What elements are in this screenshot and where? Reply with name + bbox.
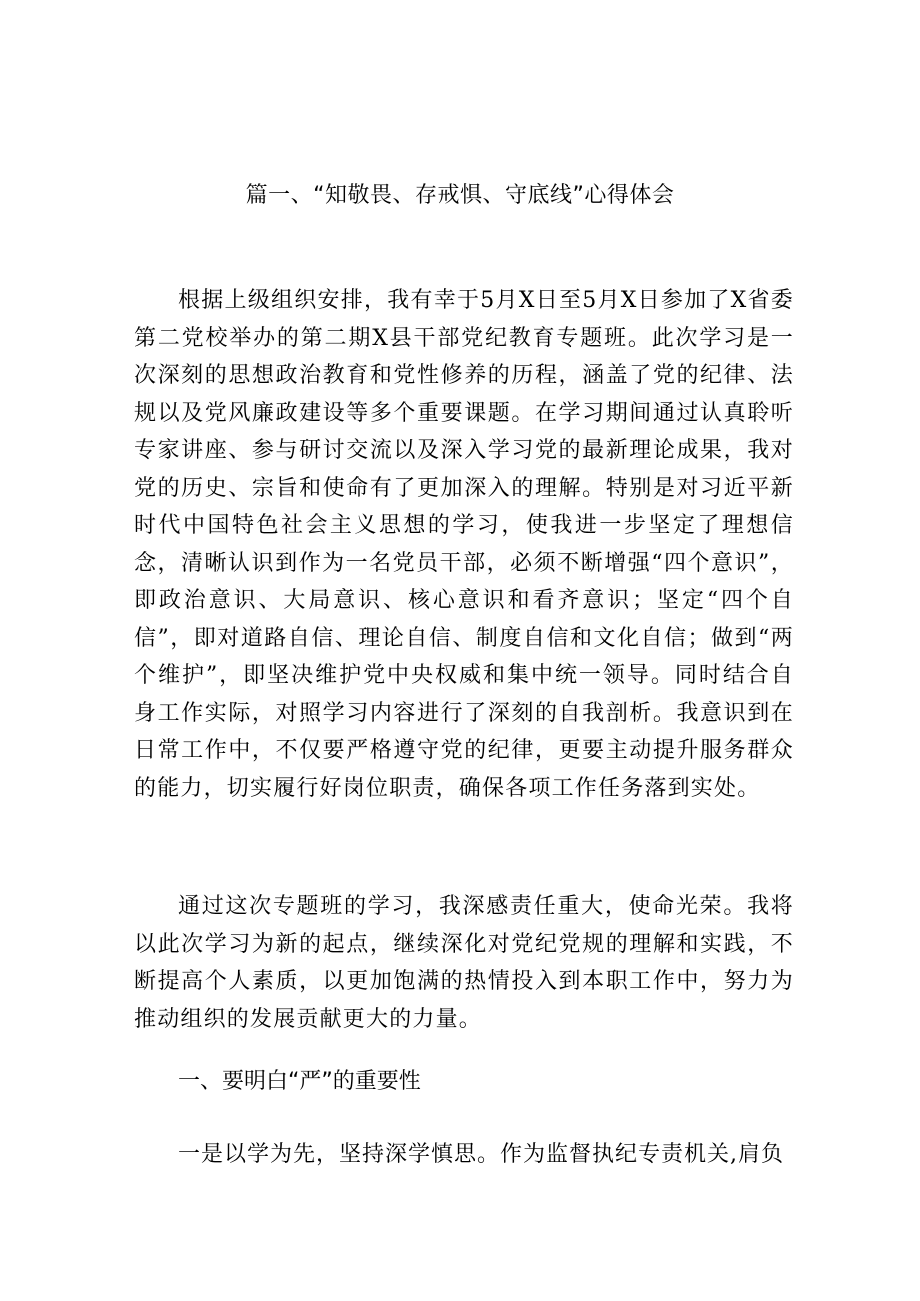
section-heading: 一、要明白“严”的重要性	[178, 1069, 421, 1094]
body-paragraph-2: 通过这次专题班的学习，我深感责任重大，使命光荣。我将以此次学习为新的起点，继续深化对党纪党规的理解和实践，不断提高个人素质，以更加饱满的热情投入到本职工作中，努力为推动组织的发展贡献更大的力量。	[134, 894, 794, 1032]
document-title: 篇一、“知敬畏、存戒惧、守底线”心得体会	[245, 183, 675, 208]
body-paragraph-1: 根据上级组织安排，我有幸于5月X日至5月X日参加了X省委第二党校举办的第二期X县干部党纪教育专题班。此次学习是一次深刻的思想政治教育和党性修养的历程，涵盖了党的纪律、法规以及党风廉政建设等多个重要课题。在学习期间通过认真聆听专家讲座、参与研讨交流以及深入学习党的最新理论成果，我对党的历史、宗旨和使命有了更加深入的理解。特别是对习近平新时代中国特色社会主义思想的学习，使我进一步坚定了理想信念，清晰认识到作为一名党员干部，必须不断增强“四个意识”，即政治意识、大局意识、核心意识和看齐意识；坚定“四个自信”，即对道路自信、理论自信、制度自信和文化自信；做到“两个维护”，即坚决维护党中央权威和集中统一领导。同时结合自身工作实际，对照学习内容进行了深刻的自我剖析。我意识到在日常工作中，不仅要严格遵守党的纪律，更要主动提升服务群众的能力，切实履行好岗位职责，确保各项工作任务落到实处。	[134, 288, 794, 801]
body-paragraph-3: 一是以学为先，坚持深学慎思。作为监督执纪专责机关,肩负	[178, 1142, 784, 1167]
